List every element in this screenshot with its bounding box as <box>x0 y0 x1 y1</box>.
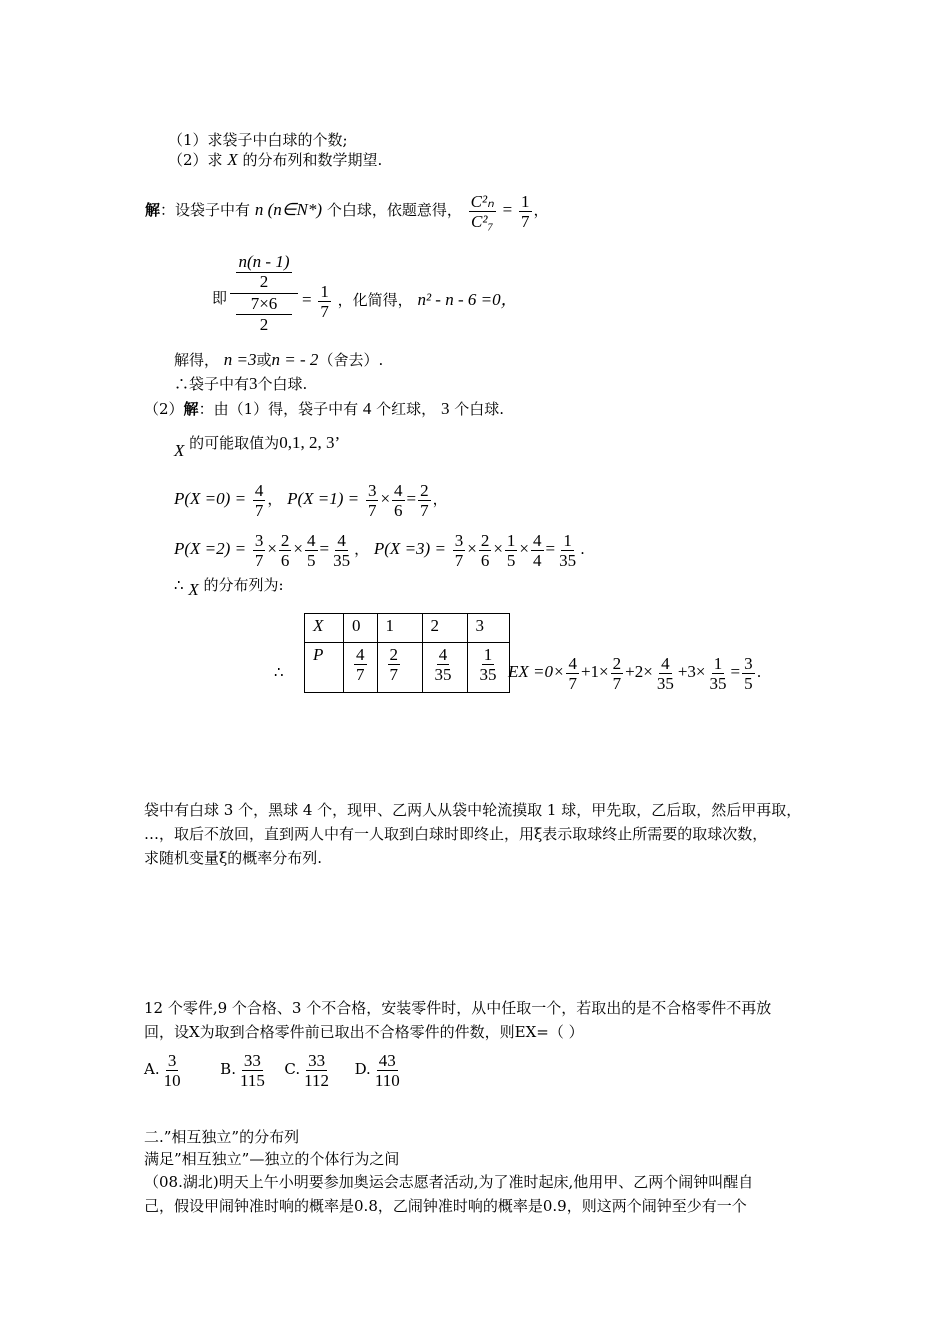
problem-2-line-2: …，取后不放回，直到两人中有一人取到白球时即终止，用ξ表示取球终止所需要的取球次数， <box>144 825 768 843</box>
table-row <box>305 643 510 693</box>
problem-4-line-1: （08.湖北)明天上午小明要参加奥运会志愿者活动,为了准时起床,他用甲、乙两个闹钟叫醒自 <box>144 1173 754 1191</box>
therefore-sym: ∴ <box>274 663 284 681</box>
table-cell: 2 <box>422 614 467 643</box>
problem-2-line-1: 袋中有白球 3 个，黑球 4 个，现甲、乙两人从袋中轮流摸取 1 球，甲先取，乙后取，然后甲再取， <box>144 801 802 819</box>
expectation-formula: EX =0× $\frac{4}{7}$ +1× $\frac{2}{7}$ +2× $\frac{4}{35}$ +3× $\frac{1}{35}$ = $\frac{3}{5}$ . <box>508 653 762 693</box>
part2-line: （2）解：由（1）得，袋子中有 4 个红球， 3 个白球. <box>144 399 505 418</box>
simplify-line: = $\frac{1}{7}$ ，化简得， n² - n - 6 =0， <box>302 281 518 321</box>
options-line <box>144 1046 404 1092</box>
table-cell: $\frac{1}{35}$ <box>467 643 509 693</box>
table-cell: $\frac{2}{7}$ <box>377 643 422 693</box>
table-cell: 1 <box>377 614 422 643</box>
ji-label: 即 <box>212 289 228 307</box>
problem-2-line-3: 求随机变量ξ的概率分布列. <box>144 849 323 867</box>
distribution-table <box>304 613 510 693</box>
option-d: D. $\frac{43}{110}$ <box>354 1050 400 1090</box>
table-cell: P <box>305 643 344 693</box>
table-row <box>305 614 510 643</box>
prob-line-1: P(X =0) = $\frac{4}{7}$ ， P(X =1) = $\frac{3}{7}$ × $\frac{4}{6}$ = $\frac{2}{7}$ ， <box>174 480 448 520</box>
table-cell: X <box>305 614 344 643</box>
option-a: A. $\frac{3}{10}$ <box>144 1050 181 1090</box>
therefore-line: ∴袋子中有3个白球. <box>174 374 308 393</box>
problem-3-line-2: 回，设X为取到合格零件前已取出不合格零件的件数，则EX=（ ） <box>144 1023 584 1041</box>
problem-3-line-1: 12 个零件,9 个合格、3 个不合格，安装零件时，从中任取一个，若取出的是不合格零件不再放 <box>144 999 772 1017</box>
question-2: （2）求 X 的分布列和数学期望. <box>168 150 383 169</box>
dist-line: ∴ X 的分布列为: <box>174 576 284 599</box>
table-cell: $\frac{4}{7}$ <box>344 643 378 693</box>
prob-line-2: P(X =2) = $\frac{3}{7}$ × $\frac{2}{6}$ × $\frac{4}{5}$ = $\frac{4}{35}$ ， P(X =3) = $\frac{3}{7}$ × $\frac{2}{6}$ × $\frac{1}{5}$ × $\frac{4}{4}$ = $\frac{1}{35}$ . <box>174 530 585 570</box>
question-1: （1）求袋子中白球的个数; <box>168 131 348 149</box>
compound-fraction: n(n - 1) 2 7×6 2 <box>230 252 298 335</box>
solved-line: 解得， n =3或n = - 2（舍去）. <box>174 350 384 369</box>
values-line: X 的可能取值为0,1, 2, 3’ <box>174 433 341 460</box>
table-cell: 3 <box>467 614 509 643</box>
option-b: B. $\frac{33}{115}$ <box>220 1050 265 1090</box>
table-cell: $\frac{4}{35}$ <box>422 643 467 693</box>
option-c: C. $\frac{33}{112}$ <box>284 1050 329 1090</box>
section-2-title: 二.”相互独立”的分布列 <box>144 1128 300 1146</box>
problem-4-line-2: 己，假设甲闹钟准时响的概率是0.8，乙闹钟准时响的概率是0.9，则这两个闹钟至少有一个 <box>144 1197 747 1215</box>
section-2-subtitle: 满足”相互独立”—独立的个体行为之间 <box>144 1150 400 1168</box>
table-cell: 0 <box>344 614 378 643</box>
solution-line: 解：设袋子中有 n (n∈N*) 个白球，依题意得， $\frac{\text{C²ₙ}}{\text{C²₇}}$ = $\frac{1}{7}$ ， <box>145 191 549 231</box>
